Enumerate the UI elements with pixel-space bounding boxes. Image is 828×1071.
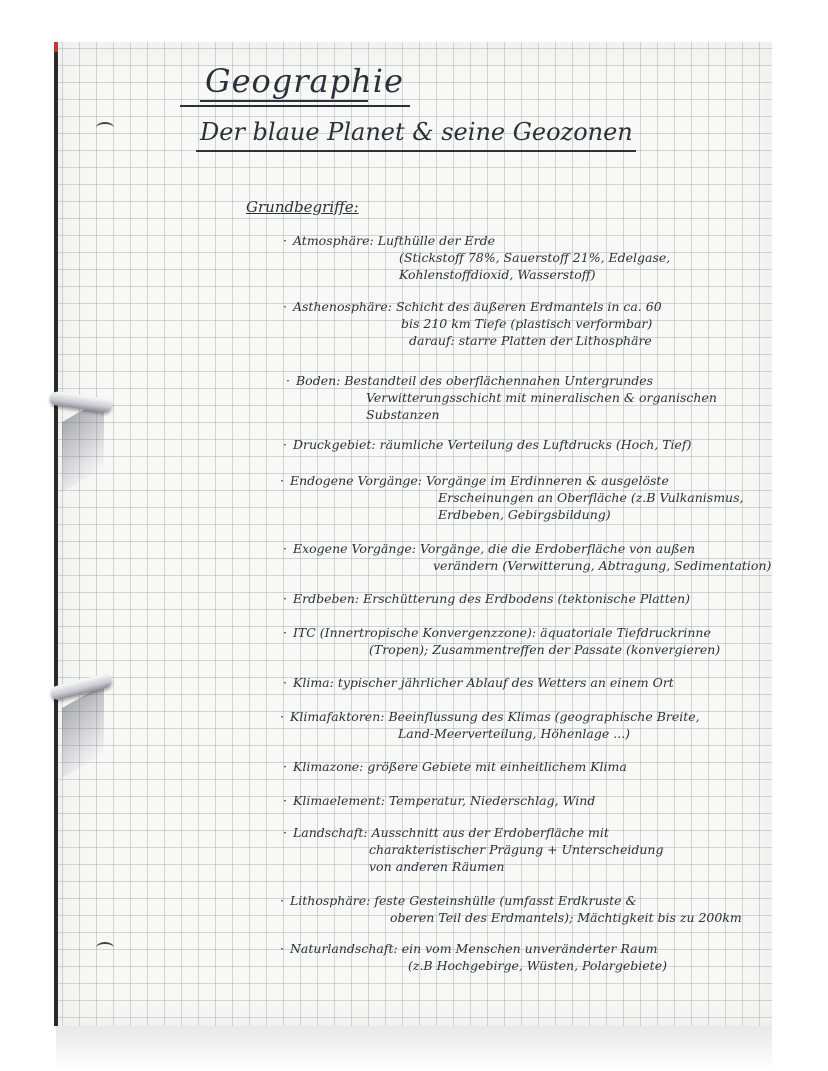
entry-klimafaktoren: · Klimafaktoren: Beeinflussung des Klimas (geographische Breite, Land-Meerverteilung, Höhenlage ...) <box>280 709 700 741</box>
entry-term: Endogene Vorgänge: <box>289 473 423 488</box>
entry-term: Erdbeben: <box>292 591 360 606</box>
punch-hole-bottom <box>96 942 114 954</box>
entry-term: Atmosphäre: <box>292 233 374 248</box>
entry-klima: · Klima: typischer jährlicher Ablauf des Wetters an einem Ort <box>283 675 674 690</box>
entry-atmosphaere: · Atmosphäre: Lufthülle der Erde (Stickstoff 78%, Sauerstoff 21%, Edelgase, Kohlenstoffdioxid, Wasserstoff) <box>283 233 671 282</box>
section-heading: Grundbegriffe: <box>246 198 359 216</box>
page-title: Geographie <box>205 62 404 100</box>
entry-term: Klimaelement: <box>292 793 385 808</box>
entry-term: Asthenosphäre: <box>292 299 392 314</box>
title-underline-1 <box>200 100 368 102</box>
entry-term: Klima: <box>292 675 334 690</box>
entry-erdbeben: · Erdbeben: Erschütterung des Erdbodens (tektonische Platten) <box>283 591 691 606</box>
entry-exogene-vorgaenge: · Exogene Vorgänge: Vorgänge, die die Erdoberfläche von außen verändern (Verwitterung, Abtragung, Sedimentation) <box>283 541 772 573</box>
entry-endogene-vorgaenge: · Endogene Vorgänge: Vorgänge im Erdinneren & ausgelöste Erscheinungen an Oberfläche (z.B Vulkanismus, Erdbeben, Gebirgsbildung) <box>280 473 744 522</box>
entry-boden: · Boden: Bestandteil des oberflächennahen Untergrundes Verwitterungsschicht mit mineralischen & organischen Substanzen <box>286 373 717 422</box>
entry-landschaft: · Landschaft: Ausschnitt aus der Erdoberfläche mit charakteristischer Prägung + Unterscheidung von anderen Räumen <box>283 825 664 874</box>
page-corner-mark <box>54 42 58 52</box>
entry-term: Naturlandschaft: <box>289 941 398 956</box>
entry-term: Boden: <box>295 373 341 388</box>
punch-hole-top <box>96 122 114 134</box>
entry-druckgebiet: · Druckgebiet: räumliche Verteilung des Luftdrucks (Hoch, Tief) <box>283 437 692 452</box>
page-subtitle: Der blaue Planet & seine Geozonen <box>200 118 633 146</box>
entry-lithosphaere: · Lithosphäre: feste Gesteinshülle (umfasst Erdkruste & oberen Teil des Erdmantels); Mächtigkeit bis zu 200km <box>280 893 742 925</box>
page-bottom-shadow <box>56 1026 772 1071</box>
entry-itc: · ITC (Innertropische Konvergenzzone): äquatoriale Tiefdruckrinne (Tropen); Zusammentreffen der Passate (konvergieren) <box>283 625 721 657</box>
page-left-edge <box>54 42 58 1026</box>
entry-term: Landschaft: <box>292 825 368 840</box>
entry-term: Druckgebiet: <box>292 437 376 452</box>
entry-term: Lithosphäre: <box>289 893 371 908</box>
title-underline-2 <box>180 105 410 107</box>
entry-term: ITC (Innertropische Konvergenzzone): <box>292 625 537 640</box>
entry-term: Exogene Vorgänge: <box>292 541 417 556</box>
entry-klimaelement: · Klimaelement: Temperatur, Niederschlag, Wind <box>283 793 596 808</box>
entry-term: Klimafaktoren: <box>289 709 385 724</box>
entry-term: Klimazone: <box>292 759 364 774</box>
subtitle-underline <box>196 150 636 152</box>
entry-naturlandschaft: · Naturlandschaft: ein vom Menschen unveränderter Raum (z.B Hochgebirge, Wüsten, Polargebiete) <box>280 941 667 973</box>
entry-klimazone: · Klimazone: größere Gebiete mit einheitlichem Klima <box>283 759 627 774</box>
notebook-page <box>56 42 772 1026</box>
entry-asthenosphaere: · Asthenosphäre: Schicht des äußeren Erdmantels in ca. 60 bis 210 km Tiefe (plastisch verformbar) darauf: starre Platten der Lithosphäre <box>283 299 662 348</box>
